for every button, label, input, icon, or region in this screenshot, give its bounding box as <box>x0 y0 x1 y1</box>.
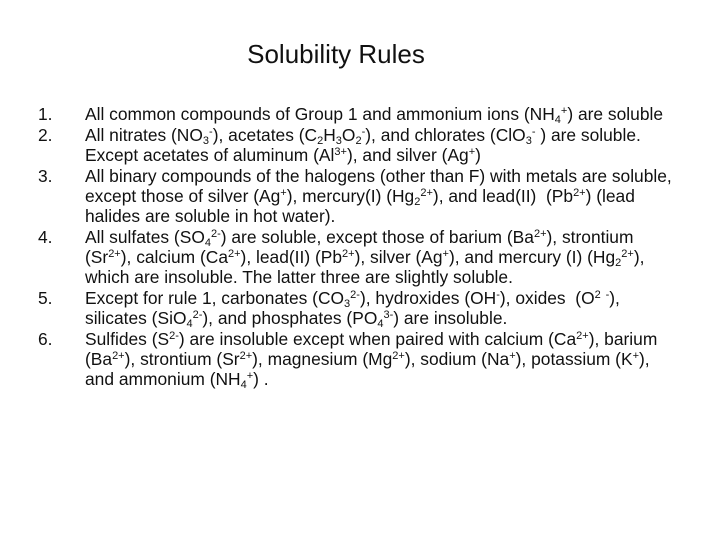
rule-item-2 <box>38 125 678 165</box>
rule-number: 5. <box>38 287 53 308</box>
rule-text: Except for rule 1, carbonates $(CO_3^{2-})$, hydroxides (OH-), oxides ($O^2$ -), silicates (SiO$_4^{2-}$), and phosphates $(PO_4^{3-})$ are insoluble. <box>85 287 620 331</box>
slide-title: Solubility Rules <box>247 39 425 69</box>
rule-number: 3. <box>38 165 53 186</box>
rule-text: All sulfates $(SO_4^{2-})$ are soluble, except those of barium $(Ba^{2+})$, strontium $(Sr^{2+})$, calcium $(Ca^{2+})$, lead(II) $(Pb^{2+})$, silver (Ag+), and mercury (I) $(Hg_2^{2+})$, which are insoluble. The latter three are slightly soluble. <box>85 226 645 288</box>
rule-item-6 <box>38 329 678 390</box>
rule-text: All nitrates $(NO_3^-)$, acetates $(C_2H_3O_2^-)$, and chlorates (ClO$_3$- ) are soluble. Except acetates of aluminum $(Al^{3+})$, and silver (Ag+) <box>85 124 646 165</box>
rule-item-3 <box>38 166 678 227</box>
rule-item-4 <box>38 227 678 288</box>
rule-text: All binary compounds of the halogens (other than F) with metals are soluble, except those of silver (Ag+), mercury(I) $(Hg_2^{2+})$, and lead(II) $(Pb^{2+})$ (lead halides are soluble in hot water). <box>85 165 672 227</box>
rule-text: All common compounds of Group 1 and ammonium ions $(NH_4^+)$ are soluble <box>85 104 664 126</box>
rule-number: 4. <box>38 226 53 247</box>
rule-number: 2. <box>38 124 53 145</box>
rule-item-5 <box>38 287 678 331</box>
rule-number: 6. <box>38 328 53 349</box>
rule-text: Sulfides $(S^{2-})$ are insoluble except when paired with calcium $(Ca^{2+})$, barium $(Ba^{2+})$, strontium $(Sr^{2+})$, magnesium $(Mg^{2+})$, sodium (Na+), potassium (K+), and ammonium $(NH_4^+)$ . <box>85 328 658 392</box>
rule-item-1 <box>38 104 678 124</box>
rule-number: 1. <box>38 104 53 124</box>
solubility-rules-list <box>38 104 678 390</box>
